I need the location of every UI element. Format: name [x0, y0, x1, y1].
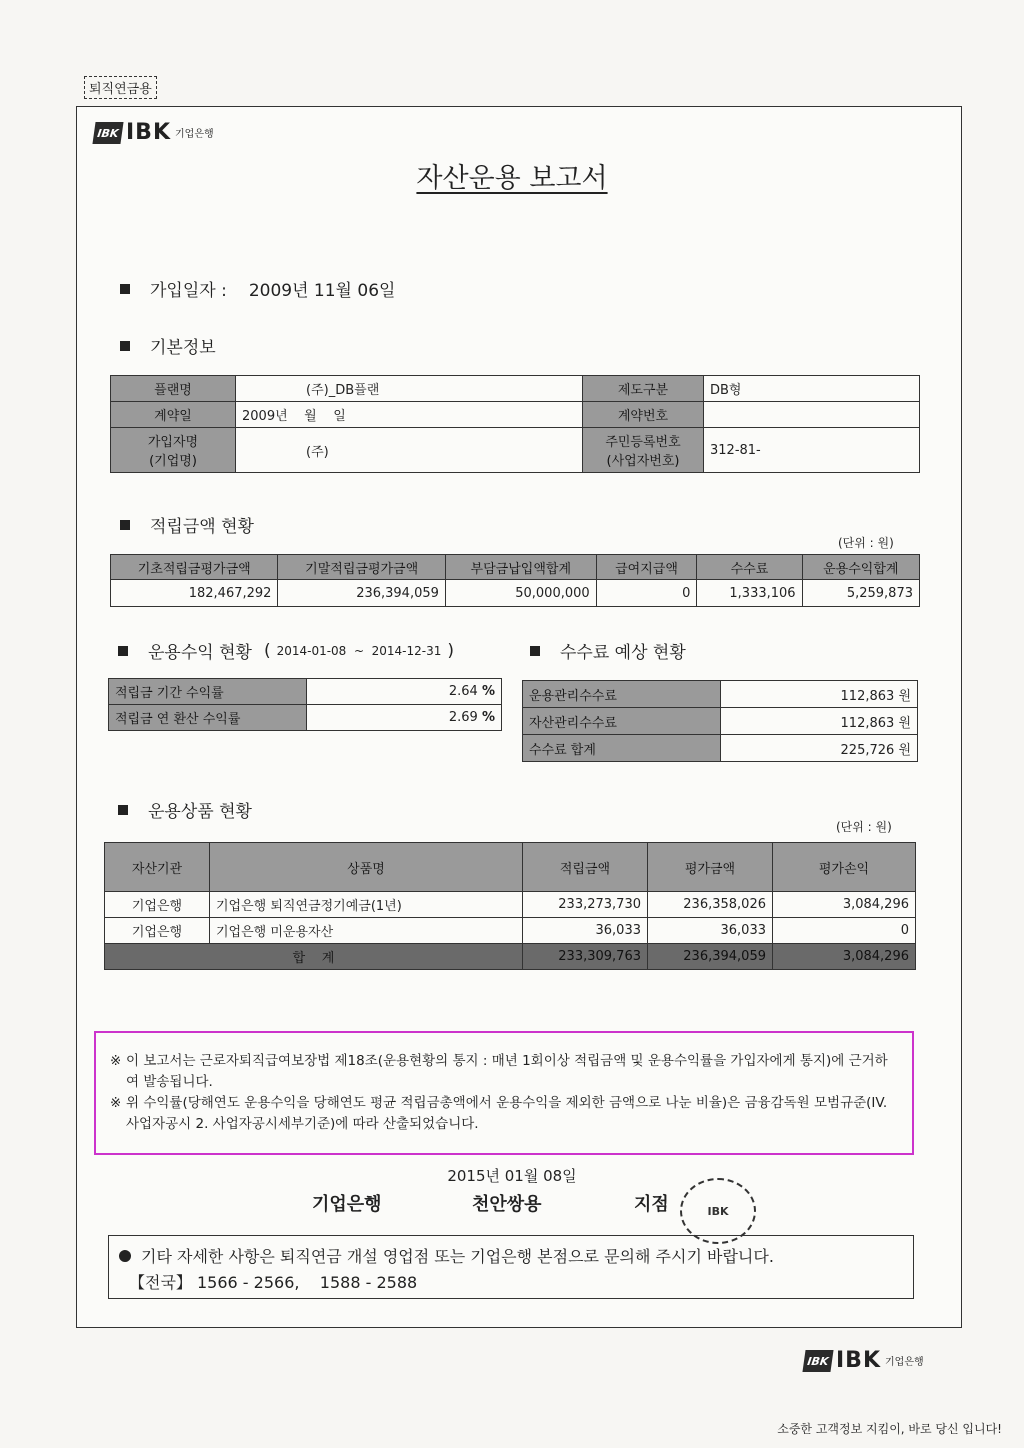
basic-info-table: [110, 375, 920, 473]
returns-table: 적립금 기간 수익률 2.64 % 적립금 연 환산 수익률 2.69 %: [108, 678, 502, 731]
contract-no-value: [704, 402, 920, 428]
footer-ibk-logo: IBK IBK 기업은행: [804, 1348, 924, 1373]
savings-value: 1,333,106: [697, 580, 802, 607]
notice-2: 위 수익률(당해연도 운용수익을 당해연도 평균 적립금총액에서 운용수익을 제외한 금액으로 나눈 비율)은 금융감독원 모범규준(IV. 사업자공시 2. 사업자공시세부기준)에 따라 산출되었습니다.: [126, 1095, 888, 1132]
contact-line-1: 기타 자세한 사항은 퇴직연금 개설 영업점 또는 기업은행 본점으로 문의해 주시기 바랍니다.: [141, 1247, 774, 1266]
savings-unit: (단위 : 원): [838, 536, 894, 550]
savings-header: 급여지급액: [596, 555, 697, 580]
reg-no-label: 주민등록번호 (사업자번호): [583, 428, 704, 473]
bank-name: 기업은행: [312, 1194, 382, 1215]
products-heading: 운용상품 현황: [118, 797, 252, 822]
bullet-square-icon: [120, 284, 130, 294]
bullet-square-icon: [118, 805, 128, 815]
member-value: (주): [236, 428, 583, 473]
fees-table: 운용관리수수료 112,863 원 자산관리수수료 112,863 원 수수료 합계 225,726 원: [522, 680, 918, 762]
savings-header: 기말적립금평가금액: [278, 555, 445, 580]
returns-period: 2014-01-08 ~ 2014-12-31: [276, 643, 442, 658]
plan-value: (주)_DB플랜: [236, 376, 583, 402]
contact-phone: 【전국】 1566 - 2566, 1588 - 2588: [129, 1273, 418, 1292]
savings-value: 5,259,873: [802, 580, 919, 607]
table-row: 기업은행 기업은행 퇴직연금정기예금(1년) 233,273,730 236,358,026 3,084,296: [105, 892, 916, 918]
doc-tag: 퇴직연금용: [84, 76, 157, 99]
savings-heading: 적립금액 현황: [120, 512, 254, 537]
ibk-logo-mark: IBK: [92, 122, 123, 144]
savings-value: 236,394,059: [278, 580, 445, 607]
contract-date-label: 계약일: [111, 402, 236, 428]
bullet-square-icon: [530, 646, 540, 656]
branch-suffix: 지점: [634, 1194, 669, 1215]
ibk-logo-text: IBK: [126, 120, 172, 145]
bullet-square-icon: [120, 341, 130, 351]
join-date-value: 2009년 11월 06일: [248, 281, 396, 301]
savings-header: 운용수익합계: [802, 555, 919, 580]
table-total-row: 합 계 233,309,763 236,394,059 3,084,296: [105, 944, 916, 970]
branch-stamp: IBK: [680, 1178, 756, 1244]
plan-label: 플랜명: [111, 376, 236, 402]
notice-1: 이 보고서는 근로자퇴직급여보장법 제18조(운용현황의 통지 : 매년 1회이상 적립금액 및 운용수익률을 가입자에게 통지)에 근거하여 발송됩니다.: [126, 1053, 888, 1090]
ibk-logo: [94, 120, 214, 145]
savings-header: 부담금납입액합계: [445, 555, 596, 580]
footer-message: 소중한 고객정보 지킴이, 바로 당신 입니다!: [777, 1422, 1002, 1436]
notice-box: ※ 이 보고서는 근로자퇴직급여보장법 제18조(운용현황의 통지 : 매년 1회이상 적립금액 및 운용수익률을 가입자에게 통지)에 근거하여 발송됩니다. ※ 위 수익률(당해연도 운용수익을 당해연도 평균 적립금총액에서 운용수익을 제외한 금액으로 나눈 비율)은 금융감독원 모범규준(IV. 사업자공시 2. 사업자공시세부기준)에 따라 산출되었습니다.: [94, 1031, 914, 1155]
basic-info-heading: 기본정보: [120, 333, 216, 358]
table-row: 기업은행 기업은행 미운용자산 36,033 36,033 0: [105, 918, 916, 944]
report-date: 2015년 01월 08일: [447, 1167, 577, 1185]
bullet-dot-icon: [119, 1250, 131, 1262]
contact-box: [108, 1235, 914, 1299]
returns-heading: 운용수익 현황 ( 2014-01-08 ~ 2014-12-31 ): [118, 638, 454, 663]
branch-name: 천안쌍용: [472, 1194, 542, 1215]
savings-header: 수수료: [697, 555, 802, 580]
savings-table: [110, 554, 920, 607]
savings-value: 0: [596, 580, 697, 607]
contract-date-value: 2009년 월 일: [236, 402, 583, 428]
join-date-label: 가입일자 :: [150, 281, 227, 301]
reg-no-value: 312-81-: [704, 428, 920, 473]
join-date-heading: [120, 276, 395, 301]
bullet-square-icon: [118, 646, 128, 656]
page-title: 자산운용 보고서: [416, 163, 608, 194]
ibk-logo-sub: 기업은행: [175, 129, 214, 140]
savings-value: 50,000,000: [445, 580, 596, 607]
fees-heading: 수수료 예상 현황: [530, 638, 686, 663]
system-label: 제도구분: [583, 376, 704, 402]
savings-header: 기초적립금평가금액: [111, 555, 278, 580]
products-table: 자산기관 상품명 적립금액 평가금액 평가손익 기업은행 기업은행 퇴직연금정기예금(1년) 233,273,730 236,358,026 3,084,296 기업은행 기업은행 미운용자산 36,033 36,033 0 합 계 233,309,763 236,394,059 3,084,296: [104, 842, 916, 970]
products-unit: (단위 : 원): [836, 820, 892, 834]
system-value: DB형: [704, 376, 920, 402]
contract-no-label: 계약번호: [583, 402, 704, 428]
member-label: 가입자명 (기업명): [111, 428, 236, 473]
savings-value: 182,467,292: [111, 580, 278, 607]
bullet-square-icon: [120, 520, 130, 530]
